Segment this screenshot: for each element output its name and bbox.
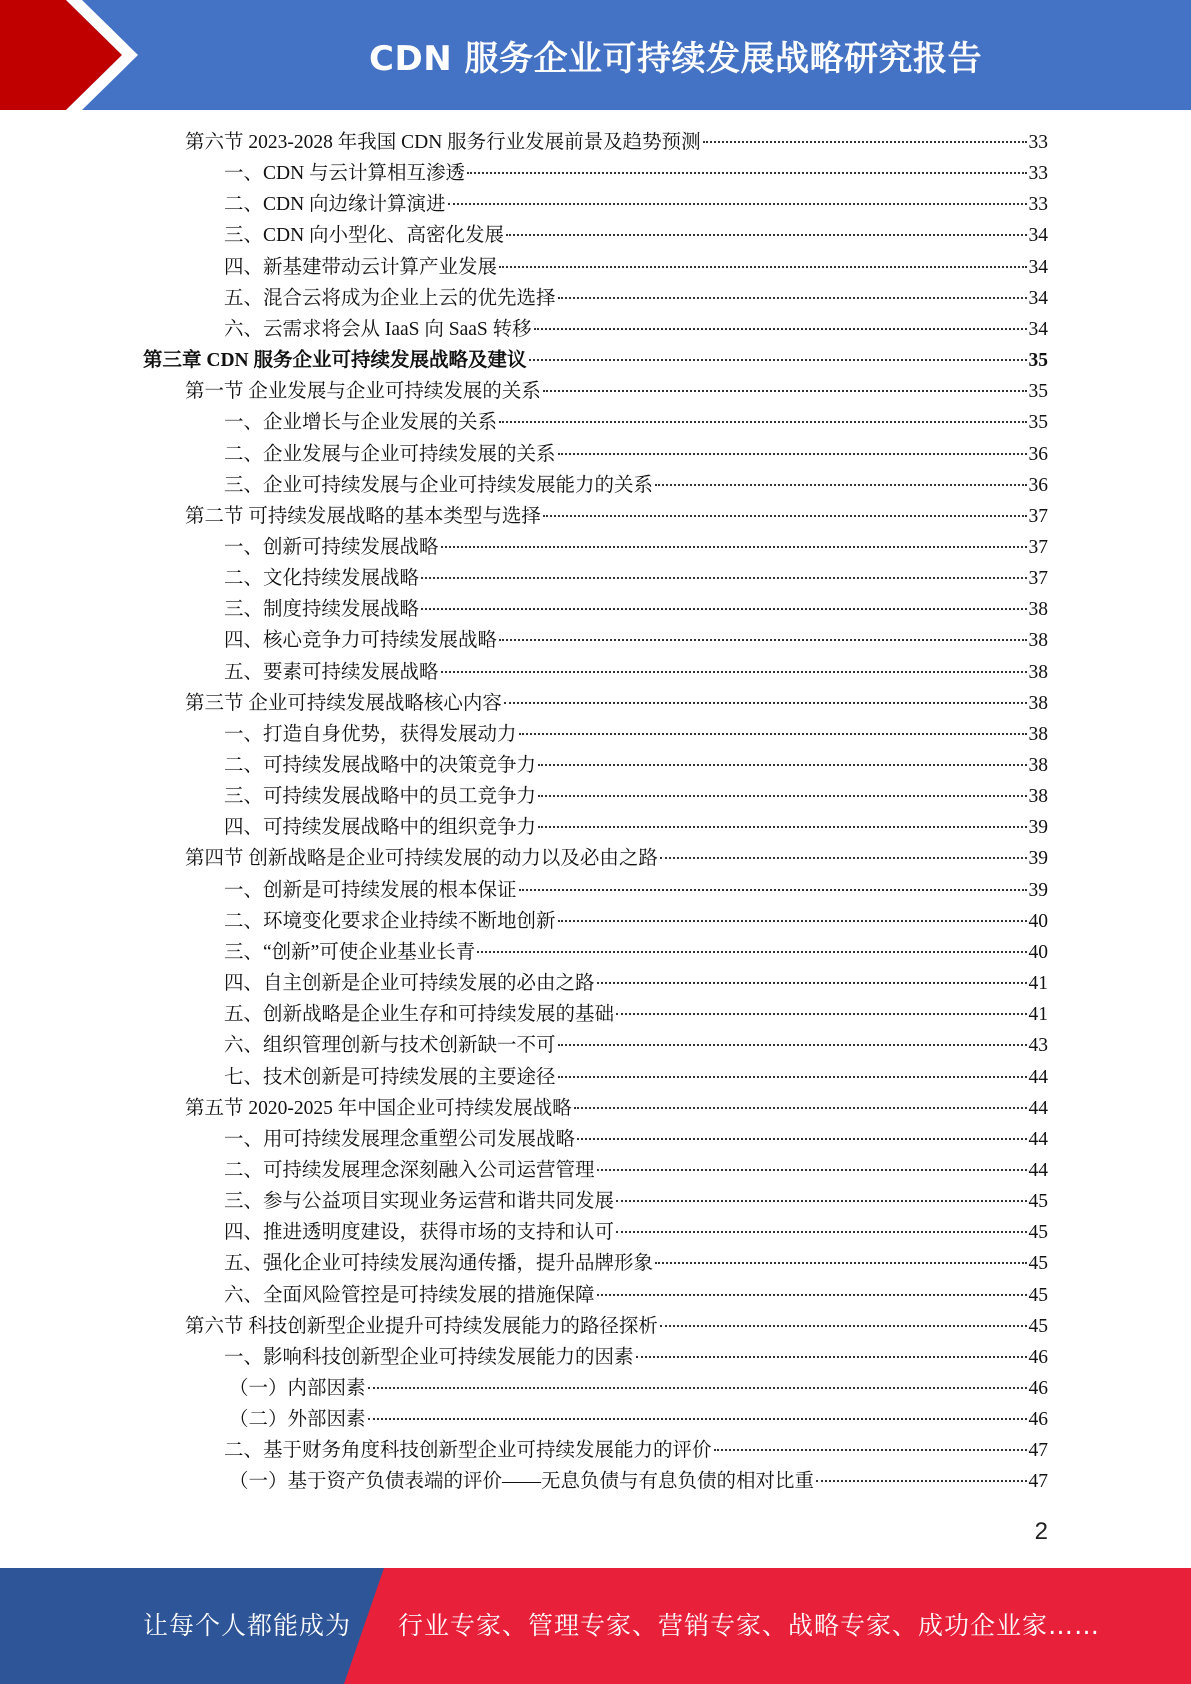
toc-dot-leader: [538, 764, 1026, 766]
toc-entry-label: 二、企业发展与企业可持续发展的关系: [224, 443, 556, 465]
toc-entry[interactable]: [229, 1404, 1048, 1435]
toc-entry[interactable]: [224, 1435, 1048, 1466]
toc-dot-leader: [597, 982, 1027, 984]
toc-entry-label: 二、文化持续发展战略: [224, 568, 420, 590]
toc-entry[interactable]: [143, 345, 1048, 376]
toc-entry-page: 38: [1028, 630, 1048, 652]
toc-entry-page: 46: [1028, 1346, 1048, 1368]
toc-entry-page: 46: [1028, 1409, 1048, 1431]
toc-entry-label: 五、要素可持续发展战略: [224, 661, 439, 683]
toc-entry-label: 三、参与公益项目实现业务运营和谐共同发展: [224, 1191, 615, 1213]
toc-dot-leader: [660, 857, 1027, 859]
toc-dot-leader: [499, 421, 1026, 423]
toc-dot-leader: [538, 826, 1026, 828]
toc-entry-label: 三、企业可持续发展与企业可持续发展能力的关系: [224, 474, 654, 496]
toc-entry-page: 39: [1028, 817, 1048, 839]
toc-entry-label: 五、创新战略是企业生存和可持续发展的基础: [224, 1004, 615, 1026]
toc-entry[interactable]: [224, 657, 1048, 688]
page-number: 2: [1034, 1518, 1048, 1545]
toc-entry[interactable]: [224, 750, 1048, 781]
toc-dot-leader: [441, 671, 1027, 673]
toc-entry-label: 第三节 企业可持续发展战略核心内容: [185, 692, 502, 714]
toc-dot-leader: [558, 1044, 1027, 1046]
toc-dot-leader: [597, 1169, 1027, 1171]
toc-dot-leader: [499, 266, 1026, 268]
toc-entry-page: 43: [1028, 1035, 1048, 1057]
toc-entry[interactable]: [224, 812, 1048, 843]
toc-dot-leader: [543, 390, 1027, 392]
toc-dot-leader: [616, 1231, 1026, 1233]
toc-entry-page: 34: [1028, 256, 1048, 278]
toc-dot-leader: [558, 453, 1027, 455]
toc-entry-page: 44: [1028, 1066, 1048, 1088]
toc-entry[interactable]: [224, 999, 1048, 1030]
toc-entry-label: 四、新基建带动云计算产业发展: [224, 256, 498, 278]
page-header: [0, 0, 1191, 110]
toc-entry-label: 二、环境变化要求企业持续不断地创新: [224, 910, 556, 932]
toc-dot-leader: [577, 1138, 1026, 1140]
toc-entry-page: 47: [1028, 1471, 1048, 1493]
toc-entry-page: 46: [1028, 1378, 1048, 1399]
toc-entry-page: 34: [1028, 225, 1048, 247]
header-arrow-red: [0, 0, 122, 110]
toc-entry-page: 35: [1028, 350, 1048, 372]
toc-entry[interactable]: [224, 252, 1048, 283]
toc-entry-label: （二）外部因素: [229, 1409, 366, 1431]
toc-entry-page: 39: [1028, 848, 1048, 870]
toc-entry-label: 一、创新可持续发展战略: [224, 536, 439, 558]
toc-entry-label: 二、可持续发展理念深刻融入公司运营管理: [224, 1159, 595, 1181]
toc-entry[interactable]: [224, 314, 1048, 345]
toc-entry-page: 33: [1028, 132, 1048, 153]
toc-entry-label: 第一节 企业发展与企业可持续发展的关系: [185, 381, 541, 403]
toc-dot-leader: [703, 141, 1027, 143]
toc-entry[interactable]: [224, 563, 1048, 594]
footer-slogan-right: 行业专家、管理专家、营销专家、战略专家、成功企业家……: [398, 1611, 1101, 1640]
toc-entry-page: 38: [1028, 599, 1048, 621]
toc-entry-page: 36: [1028, 474, 1048, 496]
toc-entry-page: 33: [1028, 163, 1048, 185]
toc-entry-label: 四、自主创新是企业可持续发展的必由之路: [224, 973, 595, 995]
toc-entry[interactable]: [224, 906, 1048, 937]
toc-entry-label: 三、可持续发展战略中的员工竞争力: [224, 786, 537, 808]
toc-entry[interactable]: [224, 532, 1048, 563]
toc-entry-label: 一、打造自身优势，获得发展动力: [224, 723, 517, 745]
toc-dot-leader: [504, 702, 1027, 704]
toc-entry[interactable]: [224, 220, 1048, 251]
toc-entry[interactable]: [185, 1093, 1048, 1124]
toc-dot-leader: [421, 608, 1026, 610]
toc-entry[interactable]: [224, 937, 1048, 968]
toc-entry-label: （一）基于资产负债表端的评价——无息负债与有息负债的相对比重: [229, 1471, 815, 1493]
toc-entry-label: 第六节 2023-2028 年我国 CDN 服务行业发展前景及趋势预测: [185, 132, 701, 153]
toc-dot-leader: [655, 484, 1026, 486]
toc-entry[interactable]: [185, 1311, 1048, 1342]
footer-slogan-left: 让每个人都能成为: [143, 1611, 352, 1640]
toc-dot-leader: [558, 920, 1027, 922]
toc-dot-leader: [543, 515, 1027, 517]
toc-entry-label: 四、可持续发展战略中的组织竞争力: [224, 817, 537, 839]
toc-dot-leader: [368, 1418, 1027, 1420]
toc-entry-page: 34: [1028, 318, 1048, 340]
toc-dot-leader: [499, 639, 1026, 641]
toc-entry-label: 七、技术创新是可持续发展的主要途径: [224, 1066, 556, 1088]
toc-dot-leader: [448, 203, 1027, 205]
report-title: CDN 服务企业可持续发展战略研究报告: [369, 38, 982, 79]
header-arrow-icon: [0, 0, 160, 110]
toc-entry-page: 33: [1028, 194, 1048, 216]
toc-entry-page: 45: [1028, 1191, 1048, 1213]
toc-entry-label: 一、企业增长与企业发展的关系: [224, 412, 498, 434]
toc-entry-page: 35: [1028, 381, 1048, 403]
toc-entry-page: 44: [1028, 1097, 1048, 1119]
toc-entry-page: 38: [1028, 723, 1048, 745]
toc-dot-leader: [558, 297, 1027, 299]
toc-entry-page: 34: [1028, 287, 1048, 309]
toc-entry-page: 37: [1028, 505, 1048, 527]
toc-dot-leader: [519, 889, 1027, 891]
toc-dot-leader: [714, 1449, 1027, 1451]
toc-entry[interactable]: [185, 127, 1048, 158]
toc-entry[interactable]: [185, 843, 1048, 874]
toc-dot-leader: [597, 1294, 1027, 1296]
toc-entry-label: 一、用可持续发展理念重塑公司发展战略: [224, 1128, 576, 1150]
toc-dot-leader: [467, 172, 1026, 174]
toc-dot-leader: [519, 733, 1027, 735]
toc-entry[interactable]: [224, 470, 1048, 501]
toc-entry-label: 第六节 科技创新型企业提升可持续发展能力的路径探析: [185, 1315, 658, 1337]
toc-entry[interactable]: [224, 1124, 1048, 1155]
toc-entry-page: 45: [1028, 1222, 1048, 1244]
toc-entry[interactable]: [224, 968, 1048, 999]
toc-entry[interactable]: [224, 625, 1048, 656]
toc-entry[interactable]: [224, 875, 1048, 906]
toc-entry[interactable]: [224, 1186, 1048, 1217]
toc-entry-label: 五、混合云将成为企业上云的优先选择: [224, 287, 556, 309]
toc-dot-leader: [368, 1387, 1027, 1389]
toc-entry-page: 38: [1028, 692, 1048, 714]
toc-entry[interactable]: [185, 376, 1048, 407]
toc-entry-label: 六、组织管理创新与技术创新缺一不可: [224, 1035, 556, 1057]
toc-entry[interactable]: [229, 1466, 1048, 1497]
toc-dot-leader: [441, 546, 1027, 548]
toc-entry-label: 二、基于财务角度科技创新型企业可持续发展能力的评价: [224, 1440, 712, 1462]
toc-entry[interactable]: [224, 1280, 1048, 1311]
toc-entry[interactable]: [185, 688, 1048, 719]
toc-entry[interactable]: [224, 189, 1048, 220]
toc-entry-page: 40: [1028, 910, 1048, 932]
toc-entry-label: 三、CDN 向小型化、高密化发展: [224, 225, 505, 247]
toc-entry-page: 44: [1028, 1128, 1048, 1150]
toc-entry[interactable]: [224, 781, 1048, 812]
toc-entry-label: 第三章 CDN 服务企业可持续发展战略及建议: [143, 350, 527, 372]
toc-entry-page: 45: [1028, 1284, 1048, 1306]
toc-entry-label: （一）内部因素: [229, 1378, 366, 1399]
toc-dot-leader: [477, 951, 1026, 953]
toc-entry-page: 41: [1028, 1004, 1048, 1026]
toc-dot-leader: [616, 1200, 1026, 1202]
toc-entry-page: 35: [1028, 412, 1048, 434]
toc-entry-page: 38: [1028, 786, 1048, 808]
toc-entry-page: 45: [1028, 1315, 1048, 1337]
toc-entry[interactable]: [224, 1062, 1048, 1093]
toc-entry-page: 37: [1028, 568, 1048, 590]
toc-dot-leader: [655, 1262, 1026, 1264]
toc-entry[interactable]: [224, 1030, 1048, 1061]
toc-entry[interactable]: [229, 1373, 1048, 1404]
toc-entry-page: 44: [1028, 1159, 1048, 1181]
toc-dot-leader: [558, 1076, 1027, 1078]
toc-entry-page: 47: [1028, 1440, 1048, 1462]
toc-entry[interactable]: [224, 1217, 1048, 1248]
toc-entry[interactable]: [224, 407, 1048, 438]
toc-entry-label: 四、核心竞争力可持续发展战略: [224, 630, 498, 652]
toc-dot-leader: [506, 234, 1026, 236]
toc-entry-page: 39: [1028, 879, 1048, 901]
toc-entry[interactable]: [224, 283, 1048, 314]
toc-entry-page: 41: [1028, 973, 1048, 995]
toc-entry[interactable]: [224, 439, 1048, 470]
toc-dot-leader: [421, 577, 1026, 579]
toc-dot-leader: [534, 328, 1027, 330]
toc-entry-label: 第四节 创新战略是企业可持续发展的动力以及必由之路: [185, 848, 658, 870]
toc-entry-label: 六、全面风险管控是可持续发展的措施保障: [224, 1284, 595, 1306]
toc-entry[interactable]: [185, 501, 1048, 532]
toc-entry-page: 37: [1028, 536, 1048, 558]
toc-entry-label: 三、“创新”可使企业基业长青: [224, 941, 476, 963]
toc-entry[interactable]: [224, 158, 1048, 189]
toc-dot-leader: [616, 1013, 1026, 1015]
toc-dot-leader: [636, 1356, 1027, 1358]
toc-entry-page: 36: [1028, 443, 1048, 465]
toc-entry-label: 第五节 2020-2025 年中国企业可持续发展战略: [185, 1097, 572, 1119]
toc-entry-label: 四、推进透明度建设，获得市场的支持和认可: [224, 1222, 615, 1244]
toc-entry-label: 六、云需求将会从 IaaS 向 SaaS 转移: [224, 318, 532, 340]
toc-dot-leader: [660, 1325, 1027, 1327]
toc-entry-label: 二、CDN 向边缘计算演进: [224, 194, 446, 216]
toc-entry-label: 一、CDN 与云计算相互渗透: [224, 163, 466, 185]
toc-entry-page: 38: [1028, 661, 1048, 683]
toc-entry-label: 一、影响科技创新型企业可持续发展能力的因素: [224, 1346, 634, 1368]
toc-entry[interactable]: [224, 1342, 1048, 1373]
toc-entry[interactable]: [224, 1248, 1048, 1279]
toc-entry[interactable]: [224, 719, 1048, 750]
toc-dot-leader: [816, 1480, 1026, 1482]
toc-entry-page: 40: [1028, 941, 1048, 963]
toc-dot-leader: [574, 1107, 1027, 1109]
toc-entry[interactable]: [224, 594, 1048, 625]
toc-entry-label: 一、创新是可持续发展的根本保证: [224, 879, 517, 901]
toc-entry-page: 38: [1028, 755, 1048, 776]
toc-entry-label: 第二节 可持续发展战略的基本类型与选择: [185, 505, 541, 527]
toc-entry-label: 五、强化企业可持续发展沟通传播，提升品牌形象: [224, 1253, 654, 1275]
toc-entry-label: 二、可持续发展战略中的决策竞争力: [224, 755, 537, 776]
page-footer: [0, 1568, 1191, 1684]
toc-entry-label: 三、制度持续发展战略: [224, 599, 420, 621]
toc-dot-leader: [529, 359, 1027, 361]
toc-entry[interactable]: [224, 1155, 1048, 1186]
toc-entry-page: 45: [1028, 1253, 1048, 1275]
toc-dot-leader: [538, 795, 1026, 797]
